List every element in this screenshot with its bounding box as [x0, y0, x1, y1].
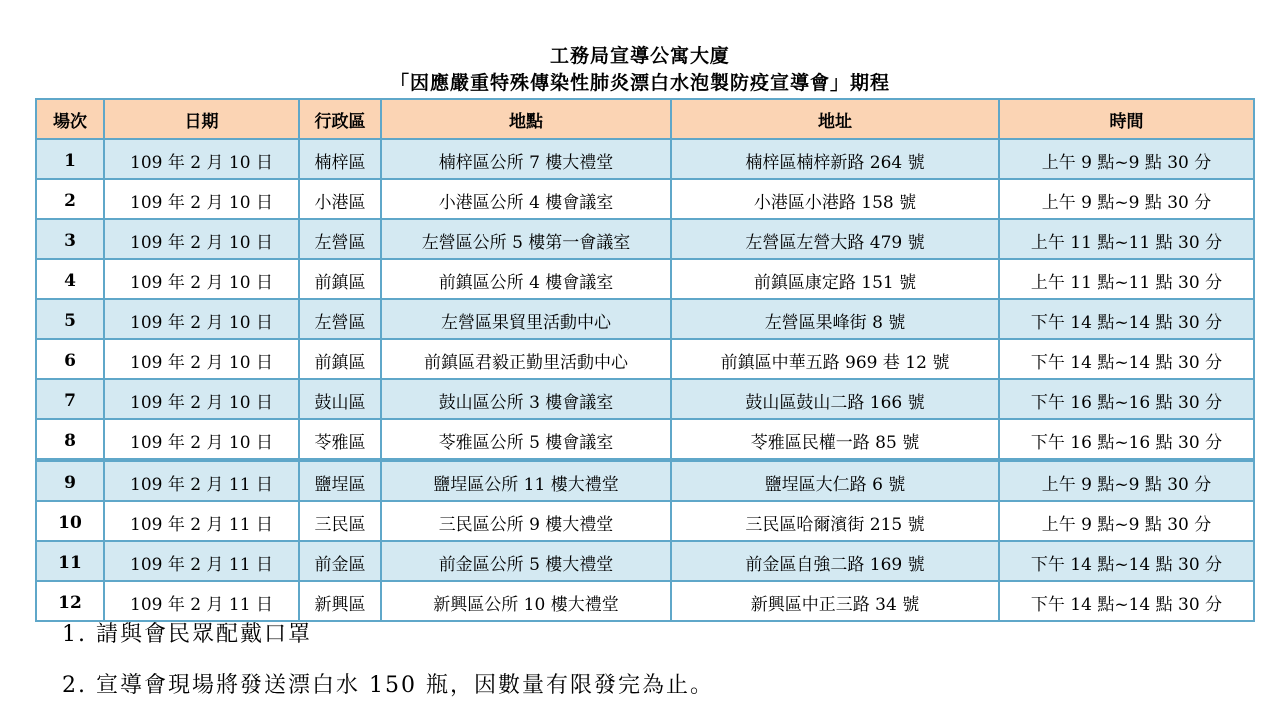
date-cell: 109 年 2 月 11 日 — [104, 541, 299, 581]
venue-cell: 楠梓區公所 7 樓大禮堂 — [381, 139, 671, 179]
time-cell: 上午 9 點~9 點 30 分 — [999, 460, 1254, 501]
time-cell: 上午 9 點~9 點 30 分 — [999, 139, 1254, 179]
district-cell: 左營區 — [299, 299, 381, 339]
time-cell: 下午 16 點~16 點 30 分 — [999, 379, 1254, 419]
table-row — [36, 419, 1254, 460]
venue-cell: 小港區公所 4 樓會議室 — [381, 179, 671, 219]
column-header-address: 地址 — [671, 99, 999, 139]
district-cell: 楠梓區 — [299, 139, 381, 179]
session-number: 11 — [36, 541, 104, 581]
date-cell: 109 年 2 月 10 日 — [104, 299, 299, 339]
venue-cell: 鼓山區公所 3 樓會議室 — [381, 379, 671, 419]
session-number: 10 — [36, 501, 104, 541]
address-cell: 前鎮區康定路 151 號 — [671, 259, 999, 299]
district-cell: 前鎮區 — [299, 259, 381, 299]
date-cell: 109 年 2 月 10 日 — [104, 339, 299, 379]
district-cell: 新興區 — [299, 581, 381, 621]
table-header — [36, 99, 1254, 139]
header-row — [36, 99, 1254, 139]
venue-cell: 左營區果貿里活動中心 — [381, 299, 671, 339]
date-cell: 109 年 2 月 11 日 — [104, 501, 299, 541]
note-bleach-distribution: 2. 宣導會現場將發送漂白水 150 瓶，因數量有限發完為止。 — [62, 673, 714, 698]
time-cell: 上午 11 點~11 點 30 分 — [999, 219, 1254, 259]
date-cell: 109 年 2 月 10 日 — [104, 179, 299, 219]
venue-cell: 三民區公所 9 樓大禮堂 — [381, 501, 671, 541]
venue-cell: 新興區公所 10 樓大禮堂 — [381, 581, 671, 621]
session-number: 8 — [36, 419, 104, 460]
time-cell: 上午 11 點~11 點 30 分 — [999, 259, 1254, 299]
address-cell: 鼓山區鼓山二路 166 號 — [671, 379, 999, 419]
date-cell: 109 年 2 月 10 日 — [104, 419, 299, 460]
venue-cell: 苓雅區公所 5 樓會議室 — [381, 419, 671, 460]
address-cell: 苓雅區民權一路 85 號 — [671, 419, 999, 460]
table-row — [36, 299, 1254, 339]
session-number: 4 — [36, 259, 104, 299]
district-cell: 前鎮區 — [299, 339, 381, 379]
document-subtitle: 「因應嚴重特殊傳染性肺炎漂白水泡製防疫宣導會」期程 — [389, 72, 890, 94]
district-cell: 鼓山區 — [299, 379, 381, 419]
district-cell: 苓雅區 — [299, 419, 381, 460]
session-number: 3 — [36, 219, 104, 259]
district-cell: 左營區 — [299, 219, 381, 259]
table-row — [36, 581, 1254, 621]
session-number: 12 — [36, 581, 104, 621]
time-cell: 上午 9 點~9 點 30 分 — [999, 501, 1254, 541]
date-cell: 109 年 2 月 10 日 — [104, 259, 299, 299]
session-number: 9 — [36, 460, 104, 501]
time-cell: 下午 14 點~14 點 30 分 — [999, 339, 1254, 379]
table-row — [36, 179, 1254, 219]
district-cell: 小港區 — [299, 179, 381, 219]
table-row — [36, 259, 1254, 299]
column-header-date: 日期 — [104, 99, 299, 139]
district-cell: 三民區 — [299, 501, 381, 541]
address-cell: 左營區左營大路 479 號 — [671, 219, 999, 259]
session-number: 7 — [36, 379, 104, 419]
column-header-session: 場次 — [36, 99, 104, 139]
time-cell: 下午 16 點~16 點 30 分 — [999, 419, 1254, 460]
address-cell: 楠梓區楠梓新路 264 號 — [671, 139, 999, 179]
column-header-time: 時間 — [999, 99, 1254, 139]
date-cell: 109 年 2 月 10 日 — [104, 379, 299, 419]
date-cell: 109 年 2 月 11 日 — [104, 460, 299, 501]
venue-cell: 左營區公所 5 樓第一會議室 — [381, 219, 671, 259]
time-cell: 下午 14 點~14 點 30 分 — [999, 541, 1254, 581]
address-cell: 新興區中正三路 34 號 — [671, 581, 999, 621]
table-row — [36, 339, 1254, 379]
table-row — [36, 139, 1254, 179]
district-cell: 鹽埕區 — [299, 460, 381, 501]
address-cell: 前鎮區中華五路 969 巷 12 號 — [671, 339, 999, 379]
column-header-district: 行政區 — [299, 99, 381, 139]
session-number: 5 — [36, 299, 104, 339]
address-cell: 三民區哈爾濱街 215 號 — [671, 501, 999, 541]
venue-cell: 前鎮區君毅正勤里活動中心 — [381, 339, 671, 379]
table-row — [36, 501, 1254, 541]
address-cell: 前金區自強二路 169 號 — [671, 541, 999, 581]
date-cell: 109 年 2 月 11 日 — [104, 581, 299, 621]
table-body — [36, 139, 1254, 621]
district-cell: 前金區 — [299, 541, 381, 581]
address-cell: 鹽埕區大仁路 6 號 — [671, 460, 999, 501]
venue-cell: 前鎮區公所 4 樓會議室 — [381, 259, 671, 299]
date-cell: 109 年 2 月 10 日 — [104, 219, 299, 259]
document-title: 工務局宣導公寓大廈 — [549, 45, 730, 67]
time-cell: 下午 14 點~14 點 30 分 — [999, 581, 1254, 621]
time-cell: 下午 14 點~14 點 30 分 — [999, 299, 1254, 339]
venue-cell: 前金區公所 5 樓大禮堂 — [381, 541, 671, 581]
session-number: 6 — [36, 339, 104, 379]
session-number: 2 — [36, 179, 104, 219]
table-row — [36, 541, 1254, 581]
address-cell: 左營區果峰街 8 號 — [671, 299, 999, 339]
note-mask-requirement: 1. 請與會民眾配戴口罩 — [62, 622, 312, 647]
session-number: 1 — [36, 139, 104, 179]
time-cell: 上午 9 點~9 點 30 分 — [999, 179, 1254, 219]
table-row — [36, 219, 1254, 259]
schedule-table — [35, 98, 1255, 622]
date-cell: 109 年 2 月 10 日 — [104, 139, 299, 179]
table-row — [36, 379, 1254, 419]
table-row — [36, 460, 1254, 501]
address-cell: 小港區小港路 158 號 — [671, 179, 999, 219]
column-header-venue: 地點 — [381, 99, 671, 139]
venue-cell: 鹽埕區公所 11 樓大禮堂 — [381, 460, 671, 501]
